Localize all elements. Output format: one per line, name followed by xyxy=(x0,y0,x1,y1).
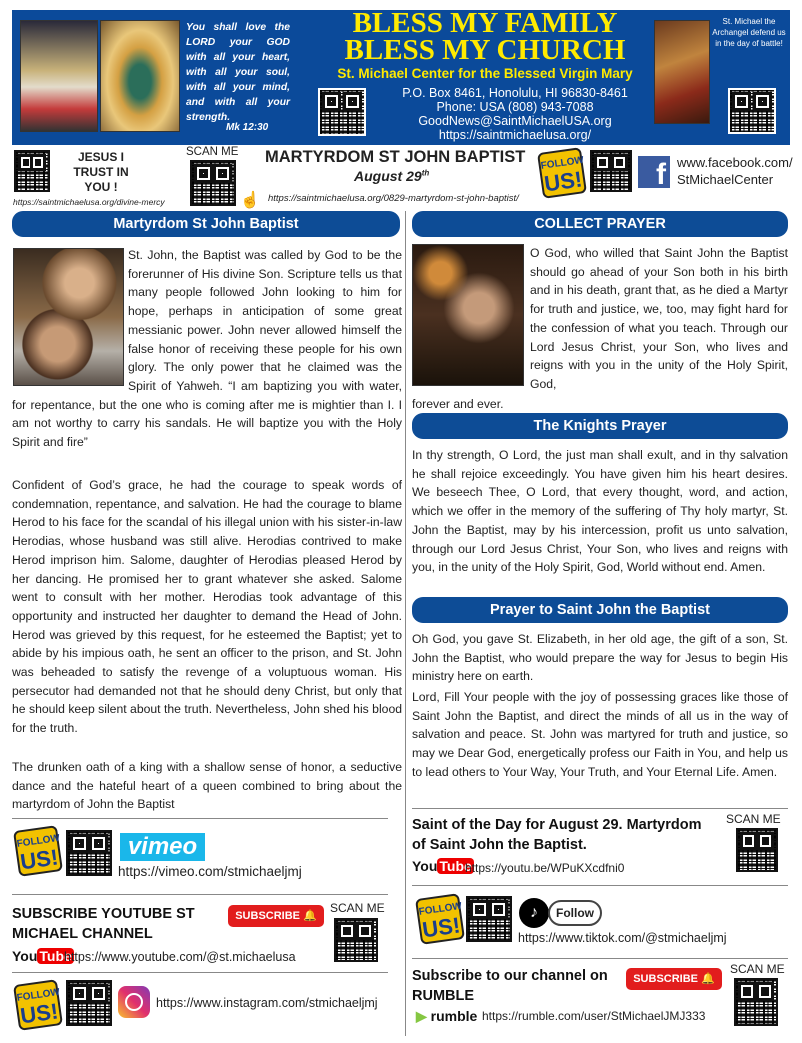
knights-text: In thy strength, O Lord, the just man shall exult, and in thy salvation he shall rejoice exceedingly. You have given him his heart desires. We beseech Thee, O Lord, that every thought, word, and action, which we offer in the memory of the suffering of Thy holy martyr, St. John the Baptist, may by his intercession, profit us unto salvation, through our Lord Jesus Christ, Your Son, who lives and reigns with you, in the unity of the Holy Spirit, God, World without end. Amen. xyxy=(412,448,788,575)
collect-heading: COLLECT PRAYER xyxy=(412,211,788,237)
youtube-url[interactable]: https://www.youtube.com/@st.michaelusa xyxy=(64,950,296,964)
header-qr-code-right[interactable] xyxy=(728,88,776,134)
saint-day-url[interactable]: https://youtu.be/WPuKXcdfni0 xyxy=(465,861,625,875)
scan-me-label: SCAN ME xyxy=(330,901,385,915)
follow-us-badge: FOLLOW US! xyxy=(537,147,587,199)
st-michael-image xyxy=(654,20,710,124)
jesus-trust-text: JESUS I TRUST IN YOU ! xyxy=(73,150,129,194)
feast-qr-code[interactable] xyxy=(190,160,236,206)
youtube-logo: You Tube xyxy=(12,948,72,964)
follow-us-badge: FOLLOW US! xyxy=(13,825,63,877)
vimeo-logo[interactable]: vimeo xyxy=(120,833,205,861)
follow-us-badge: FOLLOW US! xyxy=(415,893,465,945)
collect-end: forever and ever. xyxy=(412,397,504,411)
youtube-subscribe-button[interactable]: SUBSCRIBE 🔔 xyxy=(228,905,324,927)
divine-mercy-url[interactable]: https://saintmichaelusa.org/divine-mercy xyxy=(13,197,165,207)
martyrdom-p1: St. John, the Baptist was called by God to be the forerunner of His divine Son. Scripture tells us that many people followed John looking to him for hope, perhaps in anticipation of some great messianic power. John never allowed himself the false honor of receiving these people for his own glory. The only power that he claimed was the Spirit of Yahweh. “I am baptizing you with water, for repentance, but the one who is coming after me is mightier than I. I am not worthy to carry his sandals. He will baptize you with the Holy Spirit and fire” xyxy=(12,248,402,450)
scan-me-label: SCAN ME xyxy=(730,962,785,976)
instagram-url[interactable]: https://www.instagram.com/stmichaeljmj xyxy=(156,996,378,1010)
rumble-subscribe-button[interactable]: SUBSCRIBE 🔔 xyxy=(626,968,722,990)
header-qr-code[interactable] xyxy=(318,88,366,136)
scan-me-label: SCAN ME xyxy=(186,146,239,158)
divider xyxy=(412,808,788,809)
rumble-title: Subscribe to our channel on RUMBLE xyxy=(412,968,608,1004)
rumble-qr-code[interactable] xyxy=(734,978,778,1026)
facebook-url[interactable]: www.facebook.com/ StMichaelCenter xyxy=(677,155,793,187)
rumble-url[interactable]: https://rumble.com/user/StMichaelJMJ333 xyxy=(482,1009,706,1023)
martyrdom-p2: Confident of God’s grace, he had the courage to speak words of condemnation, repentance, and salvation. He had the courage to blame Herod to his face for the scandal of his illegal union with his sister-in-law Herodias, whose husband was still alive. Herodias contrived to make Herod imprison him. Salome, daughter of Herodias pleased Herod by her dancing. He promised her to grant whatever she asked. Salome went to consult with her mother. Herodias took advantage of this opportunity and instructed her daughter to demand the Head of John. Herod was grieved by this request, for he esteemed the Baptist; yet to abide by his impious oath, he sent an officer to the prison, and St. John was beheaded to satisfy the revenge of a voluptuous woman. His persecutor had demanded not that he should deny Christ, but only that he should keep silent about the truth. Nevertheless, John shed his blood for the truth. xyxy=(12,478,402,736)
header-title: BLESS MY FAMILY BLESS MY CHURCH xyxy=(344,7,626,66)
youtube-logo: You Tube xyxy=(412,858,472,874)
pointer-icon: ☝ xyxy=(240,192,260,209)
feast-url[interactable]: https://saintmichaelusa.org/0829-martyrdom-st-john-baptist/ xyxy=(268,193,519,204)
divine-mercy-qr[interactable] xyxy=(14,150,50,192)
facebook-qr-code[interactable] xyxy=(590,150,632,192)
rumble-play-icon: ▶ xyxy=(416,1008,427,1024)
prayer-p1: Oh God, you gave St. Elizabeth, in her old age, the gift of a son, St. John the Baptist, who would prepare the way for Jesus to begin His ministry here on earth. xyxy=(412,632,788,684)
header-subtitle: St. Michael Center for the Blessed Virgin Mary xyxy=(337,66,633,81)
vimeo-qr-code[interactable] xyxy=(66,830,112,876)
instagram-icon[interactable] xyxy=(118,986,150,1018)
youtube-qr-code[interactable] xyxy=(334,918,378,962)
divider xyxy=(12,894,388,895)
facebook-icon[interactable]: f xyxy=(638,156,670,188)
feast-title: MARTYRDOM ST JOHN BAPTIST xyxy=(265,148,526,166)
scan-me-label: SCAN ME xyxy=(726,812,781,826)
column-divider xyxy=(405,211,406,1036)
header-contact: P.O. Box 8461, Honolulu, HI 96830-8461 Phone: USA (808) 943-7088 GoodNews@SaintMichaelUSA.org https://saintmichaelusa.org/ xyxy=(402,86,628,142)
header-verse: You shall love the LORD your GOD with all your heart, with all your soul, with all your mind, and with all your strength. xyxy=(186,22,290,123)
martyrdom-heading: Martyrdom St John Baptist xyxy=(12,211,400,237)
collect-text: O God, who willed that Saint John the Baptist should go ahead of your Son both in his birth and in his death, grant that, as he died a Martyr for truth and justice, we, too, may fight hard for the confession of what you teach. Through our Lord Jesus Christ, your Son, who lives and reigns with you in the unity of the Holy Spirit, God, xyxy=(530,246,788,391)
tiktok-icon[interactable]: ♪ xyxy=(519,898,549,928)
header-verse-ref: Mk 12:30 xyxy=(226,122,269,133)
tiktok-follow-button[interactable]: Follow xyxy=(548,900,602,926)
divider xyxy=(12,972,388,973)
guadalupe-image xyxy=(100,20,180,132)
divider xyxy=(12,818,388,819)
saint-of-day-title: Saint of the Day for August 29. Martyrdom of Saint John the Baptist. xyxy=(412,817,702,853)
beheading-painting xyxy=(412,244,524,386)
divider xyxy=(412,885,788,886)
divider xyxy=(412,958,788,959)
youtube-subscribe-title: SUBSCRIBE YOUTUBE ST MICHAEL CHANNEL xyxy=(12,906,195,942)
st-michael-caption: St. Michael the Archangel defend us in the day of battle! xyxy=(712,17,786,48)
divine-mercy-image xyxy=(20,20,98,132)
prayer-heading: Prayer to Saint John the Baptist xyxy=(412,597,788,623)
instagram-qr-code[interactable] xyxy=(66,980,112,1026)
feast-date: August 29th xyxy=(354,168,430,184)
tiktok-url[interactable]: https://www.tiktok.com/@stmichaeljmj xyxy=(518,931,727,945)
rumble-logo: ▶ rumble xyxy=(416,1008,478,1024)
martyrdom-p3: The drunken oath of a king with a shallow sense of honor, a seductive dance and the hateful heart of a queen combined to bring about the martyrdom of John the Baptist xyxy=(12,760,402,812)
saint-day-qr-code[interactable] xyxy=(736,828,778,872)
follow-us-badge: FOLLOW US! xyxy=(13,979,63,1031)
vimeo-url[interactable]: https://vimeo.com/stmichaeljmj xyxy=(118,864,302,879)
prayer-p2: Lord, Fill Your people with the joy of possessing graces like those of Saint John the Baptist, and direct the minds of all us in the way of salvation and peace. St. John was martyred for truth and justice, so may we Dear God, energetically profess our Faith in You, and help us to lead others to Your Way, Your Truth, and Your Eternal Life. Amen. xyxy=(412,690,788,779)
tiktok-qr-code[interactable] xyxy=(466,896,512,942)
knights-heading: The Knights Prayer xyxy=(412,413,788,439)
